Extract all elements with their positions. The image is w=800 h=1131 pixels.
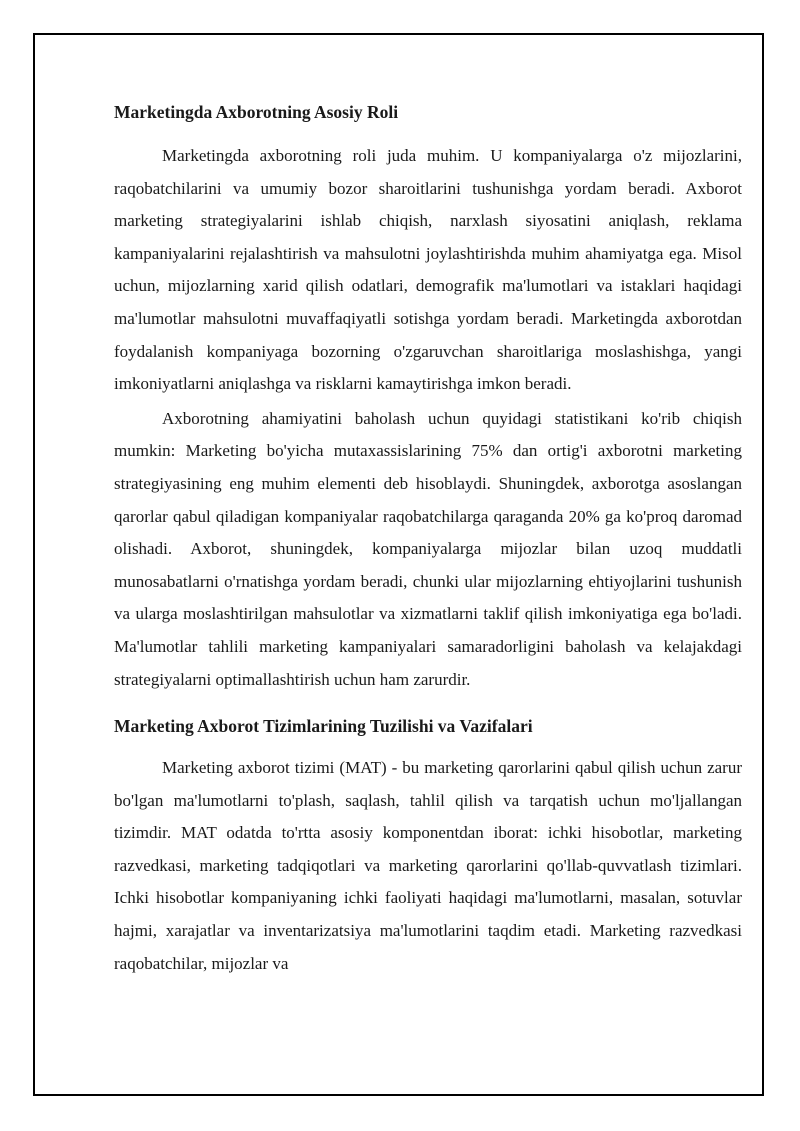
document-body <box>114 96 742 1081</box>
section-heading-role-of-information: Marketingda Axborotning Asosiy Roli <box>114 102 399 122</box>
paragraph-mis-definition: Marketing axborot tizimi (MAT) - bu marketing qarorlarini qabul qilish uchun zarur bo'lgan ma'lumotlarni to'plash, saqlash, tahlil qilish va tarqatish uchun mo'ljallangan tizimdir. MAT odatda to'rtta asosiy komponentdan iborat: ichki hisobotlar, marketing razvedkasi, marketing tadqiqotlari va marketing qarorlarini qo'llab-quvvatlash tizimlari. Ichki hisobotlar kompaniyaning ichki faoliyati haqidagi ma'lumotlarni, masalan, sotuvlar hajmi, xarajatlar va inventarizatsiya ma'lumotlarini taqdim etadi. Marketing razvedkasi raqobatchilar, mijozlar va <box>114 758 742 973</box>
paragraph-role-of-information: Marketingda axborotning roli juda muhim. U kompaniyalarga o'z mijozlarini, raqobatchilarini va umumiy bozor sharoitlarini tushunishga yordam beradi. Axborot marketing strategiyalarini ishlab chiqish, narxlash siyosatini aniqlash, reklama kampaniyalarini rejalashtirish va mahsulotni joylashtirishda muhim ahamiyatga ega. Misol uchun, mijozlarning xarid qilish odatlari, demografik ma'lumotlari va istaklari haqidagi ma'lumotlar mahsulotni muvaffaqiyatli sotishga yordam beradi. Marketingda axborotdan foydalanish kompaniyaga bozorning o'zgaruvchan sharoitlariga moslashishga, yangi imkoniyatlarni aniqlashga va risklarni kamaytirishga imkon beradi. <box>114 146 742 394</box>
section-heading-mis-structure: Marketing Axborot Tizimlarining Tuzilishi va Vazifalari <box>114 716 533 737</box>
paragraph-statistics: Axborotning ahamiyatini baholash uchun quyidagi statistikani ko'rib chiqish mumkin: Marketing bo'yicha mutaxassislarining 75% dan ortig'i axborotni marketing strategiyasining eng muhim elementi deb hisoblaydi. Shuningdek, axborotga asoslangan qarorlar qabul qiladigan kompaniyalar raqobatchilarga qaraganda 20% ga ko'proq daromad olishadi. Axborot, shuningdek, kompaniyalarga mijozlar bilan uzoq muddatli munosabatlarni o'rnatishga yordam beradi, chunki ular mijozlarning ehtiyojlarini tushunish va ularga moslashtirilgan mahsulotlar va xizmatlarni taklif qilish imkoniyatiga ega bo'ladi. Ma'lumotlar tahlili marketing kampaniyalari samaradorligini baholash va kelajakdagi strategiyalarni optimallashtirish uchun ham zarurdir. <box>114 408 742 689</box>
